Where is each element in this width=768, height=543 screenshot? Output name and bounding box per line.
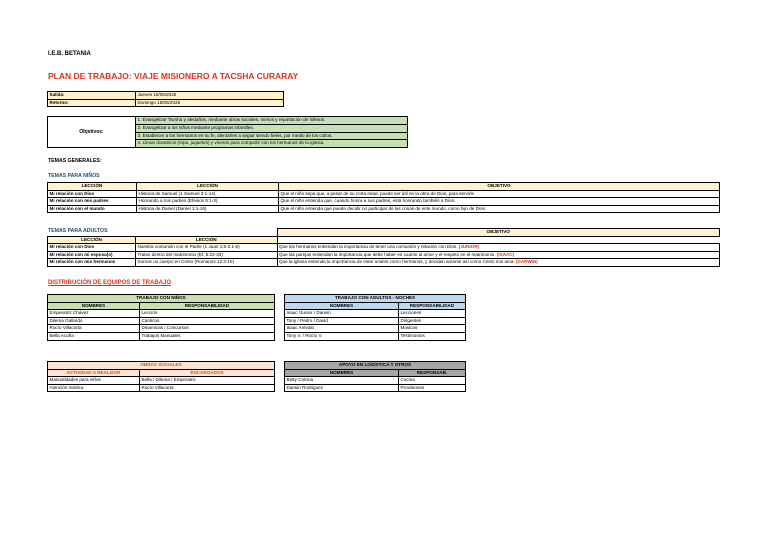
objectives-label: Objetivos: xyxy=(48,117,136,148)
return-value: Domingo 18/05/2025 xyxy=(136,99,284,107)
cell: Lecciones xyxy=(399,310,466,318)
cell xyxy=(277,259,720,267)
table-row xyxy=(48,310,275,318)
speaker-tag: (DARWIN) xyxy=(515,259,538,265)
cell: Tratos dentro del matrimonio (Ef. 5:22-33) xyxy=(136,251,278,259)
cell: Manualidades para niños xyxy=(48,377,140,385)
table-row xyxy=(48,384,275,392)
table-row xyxy=(285,384,466,392)
cell: Dilema Gallardo xyxy=(48,317,140,325)
table-header xyxy=(285,302,466,310)
cell: Mi relación con Dios xyxy=(48,244,136,252)
column-header-lesson: LECCIÓN xyxy=(48,183,137,191)
table-header xyxy=(48,183,720,191)
departure-label: Salida: xyxy=(48,92,136,100)
adult-work-table xyxy=(284,294,466,341)
cell: Bella / Dilema / Emperatric xyxy=(140,377,275,385)
cell: Tony / Pedro / David xyxy=(285,317,399,325)
cell: Isaac /Junior / Darwin xyxy=(285,310,399,318)
column-header-objective: OBJETIVO xyxy=(279,183,720,191)
table-row xyxy=(285,317,466,325)
cell: Que el niño entienda que, cuando honra a sus padres, está honrando también a Dios. xyxy=(279,198,720,206)
cell: Lección xyxy=(140,310,275,318)
table-header xyxy=(285,369,466,377)
objective-text: Que las parejas entiendan la importancia que debe haber en cuanto al amor y el respeto en el matrimonio. xyxy=(279,251,496,257)
table-header xyxy=(48,236,720,244)
cell: Mi relación con el mundo xyxy=(48,205,137,213)
return-label: Retorno: xyxy=(48,99,136,107)
objective-text: Que la iglesia entienda la importancia de estar unidos como hermanos, y decidan amarse así como Cristo nos ama. xyxy=(279,259,515,265)
objective-1: 1. Evangelizar Tacsha y aledaños, mediante obras sociales, mimos y repartación de folletos. xyxy=(136,117,408,125)
table-title: TRABAJO CON ADULTOS - NOCHES xyxy=(285,295,466,303)
cell: Mi relación con mis hermanos xyxy=(48,259,136,267)
distribution-heading: DISTRIBUCIÓN DE EQUIPOS DE TRABAJO xyxy=(48,280,172,286)
objectives-table xyxy=(47,116,408,148)
column-header-names: NOMBRES xyxy=(285,369,399,377)
cell: Bella Acuña xyxy=(48,332,140,340)
cell: Isaac Arévalo xyxy=(285,325,399,333)
cell: Nuestra comunión con el Padre (1 Juan 1:5-2:1-6) xyxy=(136,244,278,252)
table-header xyxy=(48,369,275,377)
table-row xyxy=(48,198,720,206)
logistics-table xyxy=(284,361,466,392)
speaker-tag: (JUNIOR) xyxy=(458,244,480,250)
table-row xyxy=(48,317,275,325)
table-row xyxy=(285,377,466,385)
objective-text: Que los hermanos entiendan la importancia de tener una comunión y relación con Dios. xyxy=(279,244,458,250)
table-row xyxy=(285,310,466,318)
column-header-names: NOMBRES xyxy=(48,302,140,310)
table-row xyxy=(285,332,466,340)
cell: Mi relación con Dios xyxy=(48,190,137,198)
cell: Dirigentes xyxy=(399,317,466,325)
cell: Provisiones xyxy=(399,384,466,392)
table-row xyxy=(48,325,275,333)
table-row xyxy=(48,332,275,340)
cell: Músicos xyxy=(399,325,466,333)
trip-row-return xyxy=(48,99,284,107)
empty-cell xyxy=(48,229,136,237)
table-title: OBRAS SOCIALES xyxy=(48,362,275,370)
table-title: TRABAJO CON NIÑOS xyxy=(48,295,275,303)
page-title: PLAN DE TRABAJO: VIAJE MISIONERO A TACSHA CURARAY xyxy=(48,71,299,81)
general-topics-heading: TEMAS GENERALES: xyxy=(48,158,102,164)
column-header-objective: OBJETIVO xyxy=(277,229,720,237)
table-row xyxy=(48,244,720,252)
cell: Que el niño sepa que, a pesar de su corta edad, puede ser útil en la obra de Dios, para servirle xyxy=(279,190,720,198)
cell: Darwin Rodriguez xyxy=(285,384,399,392)
social-work-table xyxy=(47,361,275,392)
adult-topics-table xyxy=(47,228,720,267)
column-header-responsibility: RESPONSABILIDAD xyxy=(399,302,466,310)
table-row xyxy=(48,259,720,267)
children-topics-heading: TEMAS PARA NIÑOS xyxy=(48,173,100,179)
objective-3: 3. Establecer a los hermanos en su fe, alentarles a seguir siendo fieles, por medio de los cultos. xyxy=(136,132,408,140)
trip-dates-table xyxy=(47,91,284,107)
cell: Mi relación con mi esposa(o) xyxy=(48,251,136,259)
empty-cell xyxy=(136,229,278,237)
cell: Mi relación con mis padres xyxy=(48,198,137,206)
column-header-lesson: LECCIÓN xyxy=(48,236,136,244)
column-header-activity: ACTIVIDAD A REALIZAR xyxy=(48,369,140,377)
column-header-in-charge: ENCARGADOS xyxy=(140,369,275,377)
cell xyxy=(277,251,720,259)
table-header xyxy=(48,229,720,237)
table-row xyxy=(48,251,720,259)
cell: Honrando a mis padres (Efesios 6:1-3) xyxy=(137,198,279,206)
organization-name: I.E.B. BETANIA xyxy=(48,51,91,57)
table-row xyxy=(48,205,720,213)
cell: Testimonios xyxy=(399,332,466,340)
trip-row-departure xyxy=(48,92,284,100)
cell: Rocío Villacorta xyxy=(140,384,275,392)
column-header-lesson-title: LECCIÓN xyxy=(136,236,278,244)
children-work-table xyxy=(47,294,275,341)
cell: Canticos xyxy=(140,317,275,325)
cell: Trabajos Manuales xyxy=(140,332,275,340)
cell: Historia de Samuel (1 Samuel 3:1-14) xyxy=(137,190,279,198)
cell: Que el niño entienda que puede decidir no participar de las cosas de este mundo, como hijo de Dios. xyxy=(279,205,720,213)
cell: Somos un cuerpo en Cristo (Romanos 12:3-10) xyxy=(136,259,278,267)
table-row xyxy=(285,325,466,333)
cell: Dinamicas / Concursos xyxy=(140,325,275,333)
column-header-responsibility: RESPONSAB. xyxy=(399,369,466,377)
speaker-tag: (ISAAC) xyxy=(496,251,515,257)
table-row xyxy=(48,190,720,198)
cell: Historia de Daniel (Daniel 1:1-16) xyxy=(137,205,279,213)
cell xyxy=(277,244,720,252)
cell: Tony V. / Rocío V. xyxy=(285,332,399,340)
objective-4: 4. Llevar donativos (ropa, juguetes) y víveres para compartir con los hermanos de la iglesia. xyxy=(136,140,408,148)
column-header-lesson-title: LECCIÓN xyxy=(137,183,279,191)
cell: Betty Cotrina xyxy=(285,377,399,385)
empty-cell xyxy=(277,236,720,244)
column-header-names: NOMBRES xyxy=(285,302,399,310)
cell: Atención médica xyxy=(48,384,140,392)
column-header-responsibility: RESPONSABILIDAD xyxy=(140,302,275,310)
children-topics-table xyxy=(47,182,720,213)
table-row xyxy=(48,377,275,385)
adult-topics-heading: TEMAS PARA ADULTOS xyxy=(48,228,108,234)
cell: Cocina xyxy=(399,377,466,385)
cell: Rocío Villacorta xyxy=(48,325,140,333)
departure-value: Jueves 15/05/2025 xyxy=(136,92,284,100)
table-header xyxy=(48,302,275,310)
cell: Emperatriz Chávez xyxy=(48,310,140,318)
table-title: APOYO EN LOGÍSTICA Y OTROS xyxy=(285,362,466,370)
objective-2: 2. Evangelizar a los niños mediante programas infantiles. xyxy=(136,124,408,132)
